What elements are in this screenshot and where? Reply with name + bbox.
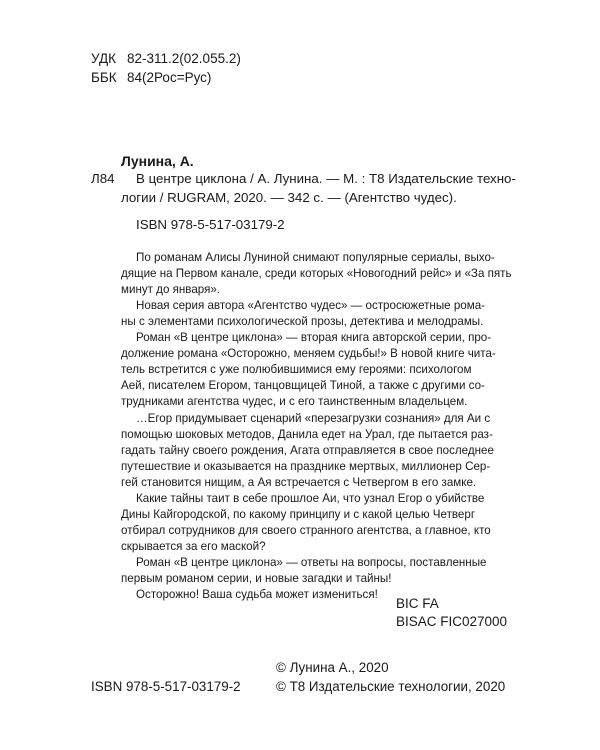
annotation-line: По романам Алисы Луниной снимают популярные сериалы, выхо- [136, 251, 495, 264]
bisac-code: BISAC FIC027000 [396, 614, 508, 629]
annotation-line: гей становится нищим, а Ая встречается с Четвергом в его замке. [121, 476, 477, 489]
bib-line-1: В центре циклона / А. Лунина. — М. : Т8 Издательские техно- [136, 171, 516, 186]
footer-isbn: ISBN 978-5-517-03179-2 [91, 679, 241, 694]
annotation-line: ны с элементами психологической прозы, детектива и мелодрамы. [121, 315, 484, 328]
annotation-line: Осторожно! Ваша судьба может измениться! [136, 588, 378, 601]
udk-value: 82-311.2(02.055.2) [127, 51, 241, 66]
annotation-line: …Егор придумывает сценарий «перезагрузки сознания» для Аи с [136, 412, 491, 425]
annotation-line: помощью шоковых методов, Данила едет на Урал, где пытается раз- [121, 428, 493, 441]
annotation-line: скрывается за его маской? [121, 540, 266, 553]
annotation-line: путешествие и оказывается на празднике мертвых, миллионер Сер- [121, 460, 491, 473]
annotation-line: отбирал сотрудников для своего странного агентства, а главное, кто [121, 524, 491, 537]
copyright-publisher: © Т8 Издательские технологии, 2020 [276, 679, 506, 694]
annotation-line: Роман «В центре циклона» — вторая книга авторской серии, про- [136, 331, 492, 344]
annotation-line: тель встретится с уже полюбившимися ему героями: психологом [121, 363, 472, 376]
bbk-label: ББК [91, 70, 117, 85]
annotation-line: первым романом серии, и новые загадки и тайны! [121, 572, 392, 585]
call-number: Л84 [91, 171, 115, 186]
annotation-line: дящие на Первом канале, среди которых «Новогодний рейс» и «За пять [121, 267, 512, 280]
bbk-value: 84(2Рос=Рус) [127, 70, 212, 85]
annotation-line: минут до января». [121, 283, 221, 296]
annotation-line: Аей, писателем Егором, танцовщицей Тиной, а также с другими со- [121, 379, 485, 392]
annotation-line: Какие тайны таит в себе прошлое Аи, что узнал Егор о убийстве [136, 492, 485, 505]
annotation-line: Дины Кайгородской, по какому принципу и с какой целью Четверг [121, 508, 476, 521]
annotation-line: Роман «В центре циклона» — ответы на вопросы, поставленные [136, 556, 487, 569]
annotation-line: должение романа «Осторожно, меняем судьбы!» В новой книге чита- [121, 347, 496, 360]
bib-line-2: логии / RUGRAM, 2020. — 342 с. — (Агентство чудес). [121, 190, 457, 205]
bic-code: BIC FA [396, 596, 439, 611]
record-isbn: ISBN 978-5-517-03179-2 [136, 217, 285, 232]
annotation-line: трудниками агентства чудес, и с его таинственным владельцем. [121, 395, 468, 408]
annotation-line: Новая серия автора «Агентство чудес» — остросюжетные рома- [136, 299, 486, 312]
copyright-author: © Лунина А., 2020 [276, 660, 389, 675]
udk-label: УДК [91, 51, 116, 66]
author-heading: Лунина, А. [121, 153, 194, 169]
annotation-line: гадать тайну своего рождения, Агата отправляется в свое последнее [121, 444, 494, 457]
